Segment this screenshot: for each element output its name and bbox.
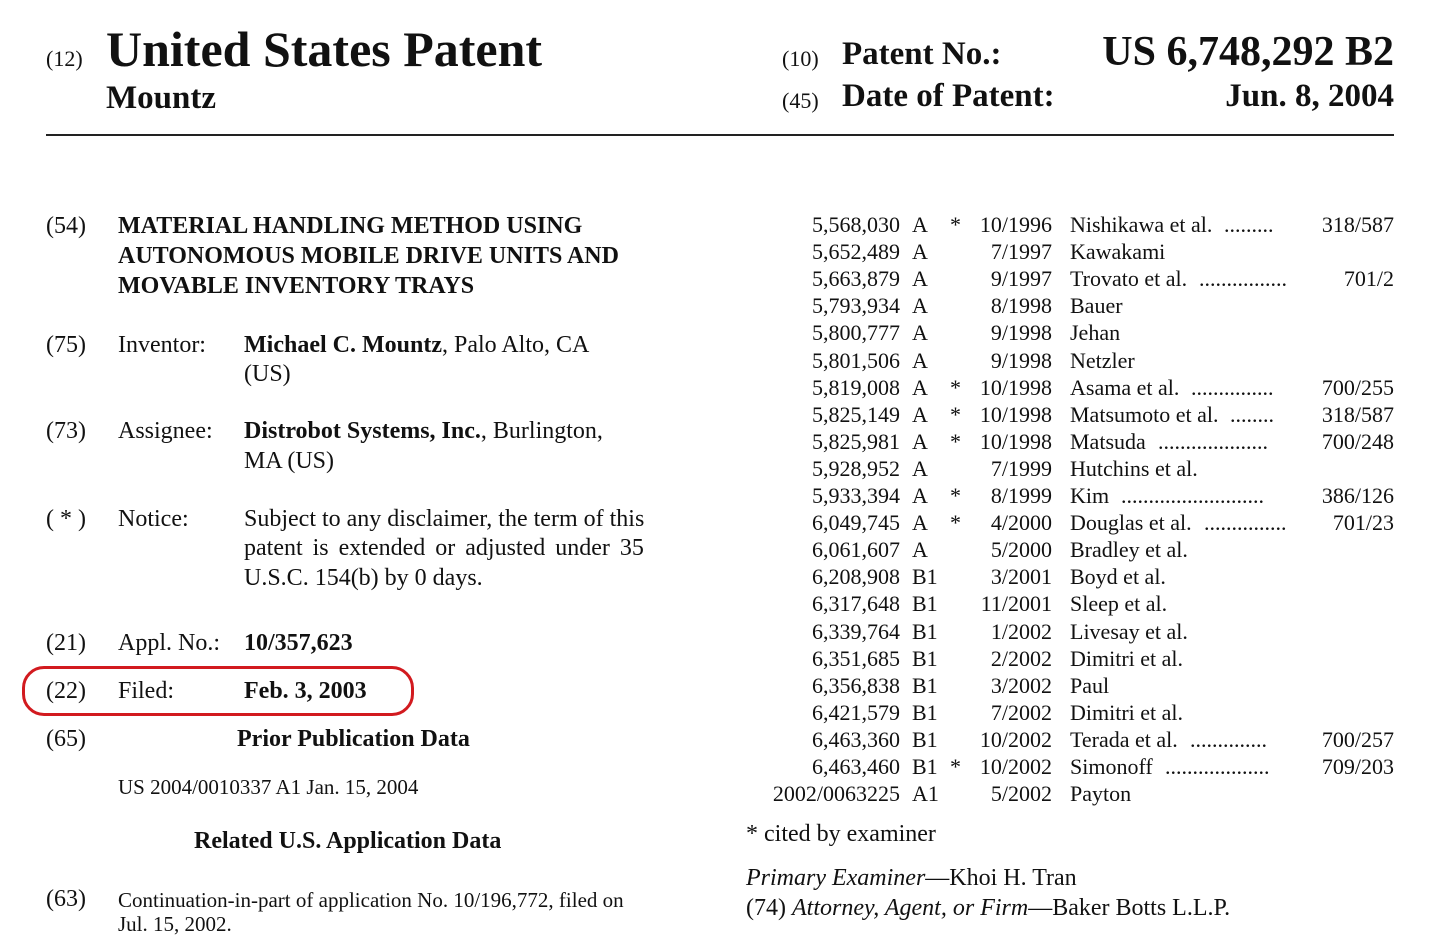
filed-label: Filed: — [118, 678, 175, 704]
reference-date: 10/1998 — [979, 374, 1052, 400]
reference-date: 7/1999 — [990, 455, 1052, 481]
inventor-label: Inventor: — [118, 332, 206, 358]
reference-number: 5,933,394 — [812, 483, 900, 508]
reference-number: 6,351,685 — [812, 645, 900, 671]
reference-row — [740, 293, 1400, 320]
reference-name: Dimitri et al. — [1070, 699, 1184, 725]
reference-name: Trovato et al. — [1070, 266, 1188, 292]
reference-number: 6,356,838 — [812, 672, 900, 698]
reference-date: 10/2002 — [979, 754, 1052, 779]
continuation-line-2: Jul. 15, 2002. — [118, 912, 232, 936]
prior-publication-text: US 2004/0010337 A1 Jan. 15, 2004 — [118, 775, 419, 799]
reference-kind: A — [912, 428, 928, 454]
reference-name: Douglas et al. — [1070, 510, 1192, 536]
reference-number: 5,652,489 — [812, 239, 900, 265]
assignee-location: , Burlington, — [480, 418, 603, 444]
reference-dot-leader: ......... — [1224, 212, 1274, 237]
reference-date: 10/1996 — [979, 212, 1052, 237]
reference-name: Livesay et al. — [1070, 618, 1188, 644]
reference-kind: A — [912, 401, 928, 427]
reference-kind: A — [912, 212, 928, 237]
inid-code-65: (65) — [46, 726, 86, 752]
reference-star: * — [950, 510, 961, 536]
notice-line-1: Subject to any disclaimer, the term of this — [244, 506, 645, 532]
reference-row — [740, 320, 1400, 347]
reference-dot-leader: .............. — [1190, 726, 1267, 752]
date-of-patent-label: Date of Patent: — [842, 78, 1055, 114]
reference-number: 6,061,607 — [812, 537, 900, 563]
reference-row — [740, 564, 1400, 591]
attorney-line — [746, 895, 1230, 922]
reference-star: * — [950, 754, 961, 779]
reference-row — [740, 212, 1400, 239]
reference-name: Hutchins et al. — [1070, 455, 1198, 481]
inventor-name: Michael C. Mountz — [244, 332, 442, 358]
reference-name: Sleep et al. — [1070, 591, 1168, 617]
reference-name: Kim — [1070, 483, 1110, 508]
reference-name: Jehan — [1070, 320, 1121, 346]
reference-row — [740, 348, 1400, 375]
reference-number: 2002/0063225 — [772, 781, 900, 807]
patent-title-line-1: MATERIAL HANDLING METHOD USING — [118, 213, 583, 239]
primary-examiner-line — [746, 865, 1077, 892]
reference-number: 6,463,460 — [812, 754, 900, 779]
reference-class: 701/2 — [1343, 266, 1394, 292]
reference-kind: A — [912, 293, 928, 319]
reference-kind: B1 — [912, 726, 938, 752]
reference-date: 10/2002 — [979, 726, 1052, 752]
reference-date: 9/1998 — [990, 320, 1052, 346]
reference-name: Nishikawa et al. — [1070, 212, 1213, 237]
reference-class: 318/587 — [1321, 401, 1394, 427]
inid-code-63: (63) — [46, 886, 86, 912]
reference-number: 6,421,579 — [812, 699, 900, 725]
reference-date: 7/2002 — [990, 699, 1052, 725]
inid-code-22: (22) — [46, 678, 86, 704]
assignee-country: MA (US) — [244, 448, 335, 474]
reference-name: Kawakami — [1070, 239, 1166, 265]
reference-number: 5,663,879 — [812, 266, 900, 292]
reference-date: 3/2002 — [990, 672, 1052, 698]
reference-date: 9/1997 — [990, 266, 1052, 292]
reference-number: 5,800,777 — [812, 320, 900, 346]
reference-kind: B1 — [912, 618, 938, 644]
attorney-label: Attorney, Agent, or Firm — [791, 895, 1029, 921]
notice-line-3: U.S.C. 154(b) by 0 days. — [244, 565, 483, 591]
reference-date: 9/1998 — [990, 347, 1052, 373]
reference-name: Asama et al. — [1070, 374, 1180, 400]
reference-date: 11/2001 — [980, 591, 1052, 617]
patent-title-line-2: AUTONOMOUS MOBILE DRIVE UNITS AND — [118, 243, 619, 269]
reference-kind: A — [912, 266, 928, 292]
assignee-line-1 — [244, 418, 603, 445]
reference-kind: A — [912, 347, 928, 373]
patent-title-line-3: MOVABLE INVENTORY TRAYS — [118, 273, 475, 299]
reference-row — [740, 456, 1400, 483]
reference-kind: B1 — [912, 591, 938, 617]
reference-number: 5,825,981 — [812, 428, 900, 454]
primary-examiner-label: Primary Examiner — [746, 865, 926, 891]
reference-name: Bradley et al. — [1070, 537, 1188, 563]
reference-number: 6,317,648 — [812, 591, 900, 617]
inventor-line-1 — [244, 332, 589, 359]
reference-row — [740, 266, 1400, 293]
inventor-country: (US) — [244, 361, 291, 387]
reference-name: Boyd et al. — [1070, 564, 1166, 590]
reference-kind: B1 — [912, 699, 938, 725]
inid-code-73: (73) — [46, 418, 86, 444]
inid-code-54: (54) — [46, 213, 86, 239]
reference-date: 1/2002 — [990, 618, 1052, 644]
reference-star: * — [950, 212, 961, 237]
reference-row — [740, 727, 1400, 754]
reference-kind: A — [912, 537, 928, 563]
reference-dot-leader: .................... — [1158, 428, 1268, 454]
related-application-heading: Related U.S. Application Data — [194, 828, 502, 854]
reference-dot-leader: ........ — [1230, 401, 1274, 427]
filed-date: Feb. 3, 2003 — [244, 678, 367, 704]
cited-by-examiner-note: * cited by examiner — [746, 821, 936, 847]
reference-number: 6,049,745 — [812, 510, 900, 536]
reference-dot-leader: .......................... — [1121, 483, 1264, 508]
notice-code: ( * ) — [46, 506, 86, 532]
reference-class: 709/203 — [1321, 754, 1394, 779]
reference-kind: A — [912, 455, 928, 481]
reference-row — [740, 239, 1400, 266]
reference-class: 700/257 — [1321, 726, 1394, 752]
reference-row — [740, 619, 1400, 646]
reference-number: 5,825,149 — [812, 401, 900, 427]
reference-number: 5,568,030 — [812, 212, 900, 237]
patent-no-label: Patent No.: — [842, 36, 1002, 72]
reference-kind: B1 — [912, 645, 938, 671]
reference-date: 7/1997 — [990, 239, 1052, 265]
reference-number: 5,819,008 — [812, 374, 900, 400]
reference-date: 3/2001 — [990, 564, 1052, 590]
reference-class: 318/587 — [1321, 212, 1394, 237]
reference-date: 8/1999 — [990, 483, 1052, 508]
reference-star: * — [950, 401, 961, 427]
reference-name: Matsuda — [1070, 428, 1146, 454]
reference-date: 2/2002 — [990, 645, 1052, 671]
document-title: United States Patent — [106, 21, 543, 77]
reference-name: Simonoff — [1070, 754, 1153, 779]
reference-name: Payton — [1070, 781, 1132, 807]
reference-number: 5,801,506 — [812, 347, 900, 373]
prior-publication-heading: Prior Publication Data — [237, 726, 470, 752]
appl-no-label: Appl. No.: — [118, 630, 220, 656]
reference-dot-leader: ............... — [1191, 374, 1274, 400]
reference-kind: A — [912, 374, 928, 400]
inid-code-45: (45) — [782, 88, 819, 113]
inid-code-21: (21) — [46, 630, 86, 656]
appl-no-value: 10/357,623 — [244, 630, 353, 656]
reference-row — [740, 510, 1400, 537]
reference-name: Paul — [1070, 672, 1110, 698]
inid-code-12: (12) — [46, 46, 83, 71]
date-of-patent: Jun. 8, 2004 — [1225, 78, 1394, 114]
reference-name: Netzler — [1070, 347, 1135, 373]
reference-star: * — [950, 483, 961, 508]
reference-number: 6,208,908 — [812, 564, 900, 590]
reference-class: 386/126 — [1321, 483, 1394, 508]
reference-row — [740, 781, 1400, 808]
reference-class: 701/23 — [1332, 510, 1394, 536]
reference-date: 10/1998 — [979, 401, 1052, 427]
reference-name: Terada et al. — [1070, 726, 1178, 752]
reference-star: * — [950, 374, 961, 400]
assignee-label: Assignee: — [118, 418, 213, 444]
reference-kind: A — [912, 320, 928, 346]
reference-row — [740, 402, 1400, 429]
reference-name: Matsumoto et al. — [1070, 401, 1219, 427]
inid-code-75: (75) — [46, 332, 86, 358]
notice-label: Notice: — [118, 506, 189, 532]
reference-date: 8/1998 — [990, 293, 1052, 319]
reference-dot-leader: ................ — [1199, 266, 1287, 292]
reference-row — [740, 646, 1400, 673]
reference-date: 5/2000 — [990, 537, 1052, 563]
assignee-name: Distrobot Systems, Inc. — [244, 418, 481, 444]
inid-code-10: (10) — [782, 46, 819, 71]
header-rule — [46, 134, 1394, 136]
reference-class: 700/248 — [1321, 428, 1394, 454]
reference-row — [740, 429, 1400, 456]
reference-name: Dimitri et al. — [1070, 645, 1184, 671]
reference-row — [740, 591, 1400, 618]
attorney-name: —Baker Botts L.L.P. — [1028, 895, 1231, 921]
reference-row — [740, 537, 1400, 564]
reference-star: * — [950, 428, 961, 454]
reference-date: 5/2002 — [990, 781, 1052, 807]
continuation-line-1: Continuation-in-part of application No. 10/196,772, filed on — [118, 888, 624, 912]
patent-number: US 6,748,292 B2 — [1102, 29, 1394, 75]
reference-kind: B1 — [912, 754, 938, 779]
reference-number: 6,339,764 — [812, 618, 900, 644]
reference-row — [740, 375, 1400, 402]
reference-number: 5,928,952 — [812, 455, 900, 481]
reference-kind: A — [912, 239, 928, 265]
reference-name: Bauer — [1070, 293, 1123, 319]
reference-kind: B1 — [912, 564, 938, 590]
inid-code-74: (74) — [746, 895, 786, 921]
reference-dot-leader: ................... — [1165, 754, 1270, 779]
reference-date: 10/1998 — [979, 428, 1052, 454]
reference-kind: A1 — [912, 781, 939, 807]
reference-number: 5,793,934 — [812, 293, 900, 319]
reference-date: 4/2000 — [990, 510, 1052, 536]
reference-row — [740, 483, 1400, 510]
notice-line-2: patent is extended or adjusted under 35 — [244, 535, 644, 561]
reference-dot-leader: ............... — [1204, 510, 1287, 536]
inventor-location: , Palo Alto, CA — [441, 332, 590, 358]
reference-kind: A — [912, 483, 928, 508]
reference-row — [740, 754, 1400, 781]
reference-kind: B1 — [912, 672, 938, 698]
reference-kind: A — [912, 510, 928, 536]
reference-class: 700/255 — [1321, 374, 1394, 400]
reference-row — [740, 673, 1400, 700]
primary-examiner-name: —Khoi H. Tran — [925, 865, 1077, 891]
inventor-surname: Mountz — [106, 80, 216, 116]
reference-number: 6,463,360 — [812, 726, 900, 752]
reference-row — [740, 700, 1400, 727]
